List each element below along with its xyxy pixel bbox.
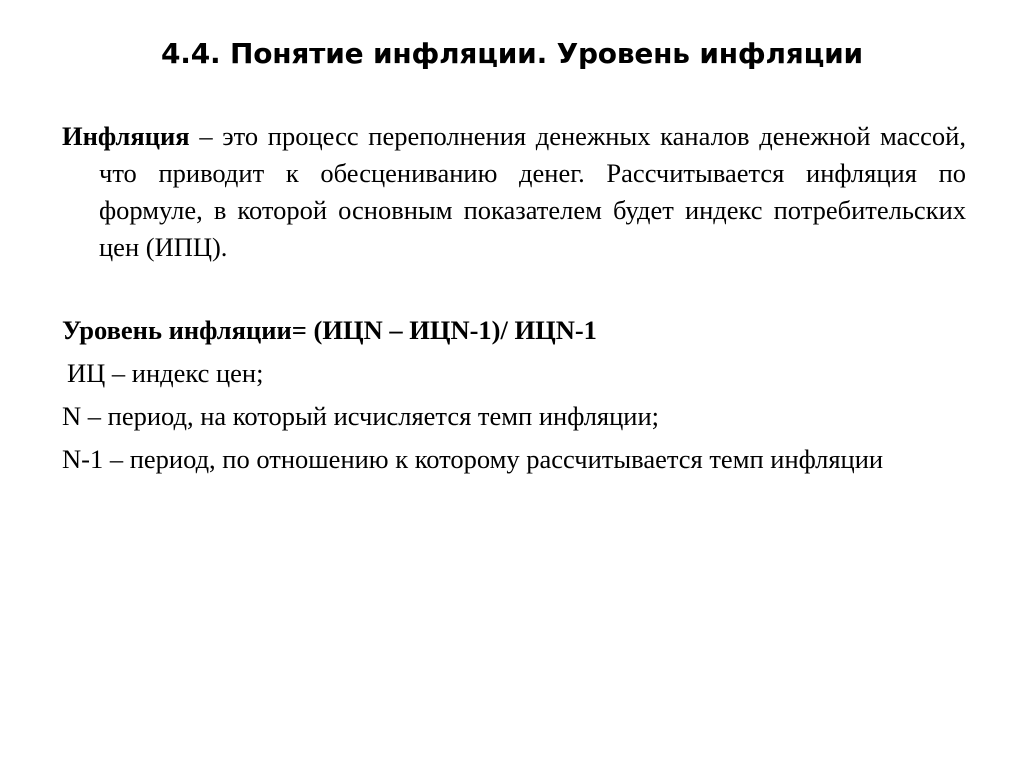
definition-text: – это процесс переполнения денежных каналов денежной массой, что приводит к обесцениванию денег. Рассчитывается инфляция по формуле, в которой основным показателем будет индекс потребительских цен (ИПЦ). <box>99 121 966 262</box>
legend-price-index: ИЦ – индекс цен; <box>67 358 264 388</box>
definition-term: Инфляция <box>62 121 190 151</box>
legend-period-n-minus-1: N-1 – период, по отношению к которому рассчитывается темп инфляции <box>62 444 884 474</box>
legend-period-n: N – период, на который исчисляется темп инфляции; <box>62 401 660 431</box>
slide-body <box>62 118 966 478</box>
slide-title: 4.4. Понятие инфляции. Уровень инфляции <box>161 37 863 70</box>
spacer <box>62 266 966 312</box>
inflation-formula: Уровень инфляции= (ИЦN – ИЦN-1)/ ИЦN-1 <box>62 315 597 345</box>
definition-paragraph <box>62 118 966 266</box>
